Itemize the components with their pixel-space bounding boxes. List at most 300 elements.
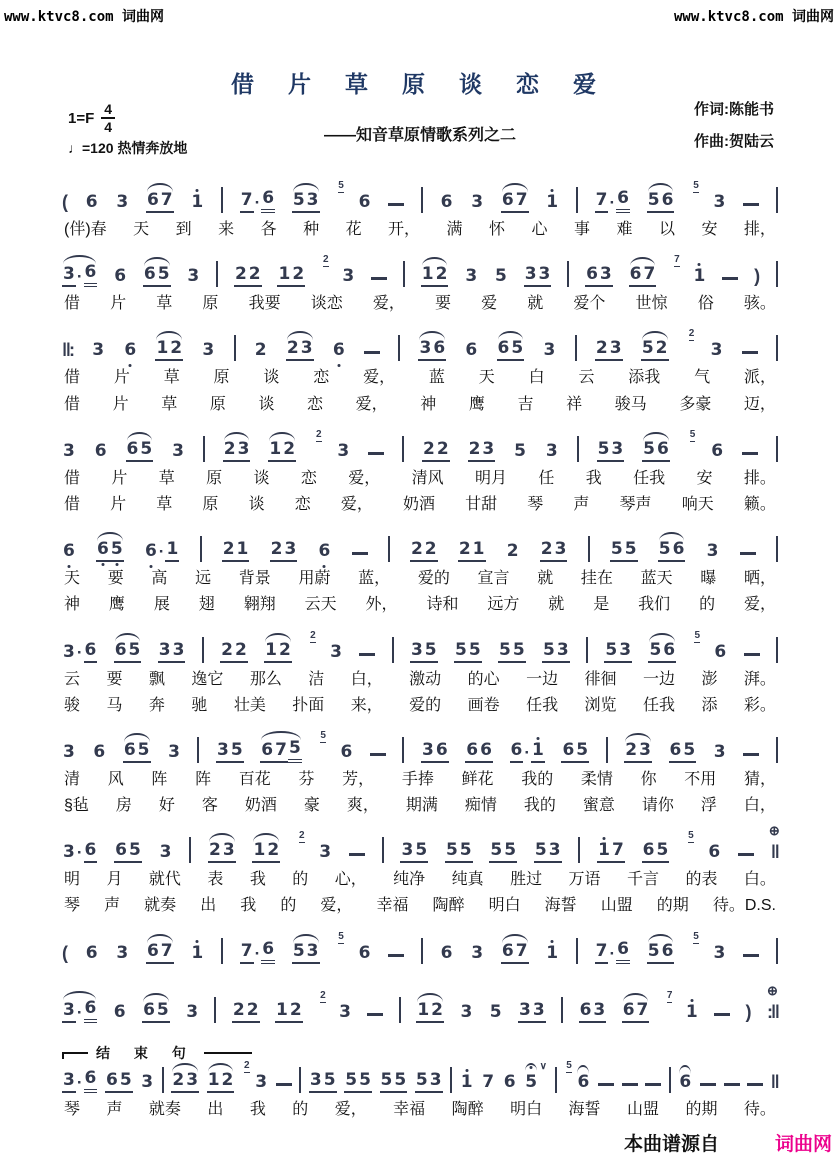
- expression-text: 热情奔放地: [117, 140, 188, 156]
- lyric-syllable: 我: [240, 897, 257, 915]
- note: 2: [430, 1002, 444, 1023]
- lyric-syllable: 就代: [148, 871, 181, 889]
- note: 5: [648, 642, 662, 663]
- lyric-syllable: 的期: [685, 1100, 718, 1118]
- note-group: [96, 541, 124, 562]
- note: 3: [172, 642, 186, 663]
- note: 5: [344, 1072, 358, 1093]
- note: 3: [400, 842, 414, 863]
- note: 6: [318, 541, 331, 562]
- note-group: [275, 999, 303, 1023]
- note-group: [445, 842, 473, 863]
- lyric-syllable: 任我: [633, 469, 666, 487]
- note-group: [234, 266, 262, 287]
- barline: [221, 938, 223, 964]
- note-group: [94, 440, 108, 462]
- note: 2: [410, 541, 424, 562]
- note-group: [223, 438, 251, 462]
- note: 6: [679, 1071, 692, 1092]
- note-group: [332, 342, 346, 361]
- note: 5: [292, 192, 306, 213]
- note: 6: [661, 943, 675, 964]
- lyric-syllable: 声: [104, 897, 121, 915]
- lyric-syllable: 派，: [743, 369, 776, 387]
- grace-note: 2: [688, 328, 695, 340]
- lyric-syllable: 任我: [526, 696, 559, 714]
- lyric-row: [62, 796, 778, 815]
- note: 3: [330, 641, 342, 662]
- note: 5: [415, 1072, 429, 1093]
- lyric-syllable: 待。: [743, 1100, 776, 1118]
- dot-note: ·: [524, 742, 531, 762]
- note: 3: [532, 1002, 546, 1023]
- lyric-syllable: 草: [156, 295, 173, 313]
- barline: [402, 436, 404, 462]
- score-system: [62, 724, 778, 815]
- note: 5: [380, 1072, 394, 1093]
- note-group: [604, 639, 632, 663]
- score-system: [62, 925, 778, 964]
- note: 1: [460, 1071, 473, 1092]
- lyric-syllable: 任: [538, 469, 555, 487]
- barline: [202, 637, 204, 663]
- note-group: [338, 1001, 352, 1023]
- note-group: [579, 999, 607, 1023]
- note-group: [113, 1001, 127, 1023]
- note: 6: [358, 192, 371, 212]
- lyric-syllable: 我: [249, 1100, 266, 1118]
- lyric-syllable: 白: [528, 369, 545, 387]
- note: 2: [232, 1002, 246, 1023]
- lyric-syllable: 曝: [700, 570, 717, 588]
- note: 5: [495, 266, 507, 287]
- note-group: [595, 340, 623, 361]
- lyric-syllable: 的心: [467, 670, 500, 688]
- lyric-syllable: 来，: [350, 696, 383, 714]
- lyric-syllable: 爱的: [409, 696, 442, 714]
- dash-note: [747, 1083, 763, 1086]
- lyric-syllable: 明白: [488, 897, 521, 915]
- lyric-syllable: 种: [303, 221, 320, 238]
- score-system: [62, 322, 778, 413]
- note-group: [232, 999, 260, 1023]
- footer: [624, 1129, 832, 1156]
- note: 5: [139, 441, 153, 462]
- note: 6: [711, 440, 724, 461]
- note: 6: [561, 742, 575, 763]
- note-group: [629, 266, 657, 287]
- notation-row: [62, 824, 778, 863]
- dash-note: [352, 552, 368, 555]
- note-group: [329, 641, 343, 663]
- note-group: [317, 543, 331, 562]
- lyric-syllable: 原: [202, 495, 219, 513]
- score-system: [62, 984, 778, 1023]
- note: 2: [424, 541, 438, 562]
- note: 5: [323, 1072, 337, 1093]
- coda-icon: ⊕: [768, 823, 780, 839]
- dash-note: [370, 753, 386, 756]
- note-group: [421, 266, 449, 287]
- lyric-syllable: 蜜意: [582, 797, 615, 815]
- barline: [776, 637, 778, 663]
- note-group: [610, 541, 638, 562]
- note-group: [123, 342, 137, 361]
- notation-row: [62, 248, 778, 287]
- note-group: [144, 541, 179, 562]
- barline: [214, 997, 216, 1023]
- lyric-syllable: 以: [658, 221, 675, 238]
- note: 3: [62, 1002, 76, 1023]
- note-group: [642, 842, 670, 863]
- note: 7: [240, 192, 254, 213]
- note: 6: [96, 541, 110, 562]
- close-paren: ): [745, 1001, 752, 1022]
- lyric-syllable: 逸它: [191, 670, 224, 688]
- grace-note: 7: [674, 254, 680, 266]
- note-group: [524, 1071, 538, 1093]
- note-group: [201, 342, 215, 361]
- dot-note: ·: [76, 1002, 83, 1022]
- lyric-row: [62, 220, 778, 239]
- note-group: [501, 940, 529, 964]
- grace-note: 5: [338, 930, 344, 942]
- lyric-syllable: 远方: [487, 596, 520, 614]
- note-group: [585, 266, 613, 287]
- note-group: [167, 741, 181, 763]
- note: 6: [585, 266, 599, 287]
- note-group: [669, 739, 697, 763]
- lyric-syllable: 一边: [642, 670, 675, 688]
- note: 6: [642, 842, 656, 863]
- barline: [776, 536, 778, 562]
- note-group: [143, 266, 171, 287]
- note: 3: [342, 266, 355, 287]
- note: 5: [454, 642, 468, 663]
- note: 3: [63, 641, 75, 662]
- note: 5: [137, 742, 151, 763]
- bar-glyph: ‖: [770, 1071, 778, 1092]
- barline: [776, 335, 778, 361]
- note: 1: [191, 942, 204, 963]
- note: 2: [282, 441, 296, 462]
- note-group: [62, 639, 97, 663]
- lyric-syllable: 我的: [523, 797, 556, 815]
- lyric-syllable: 谈: [248, 495, 265, 513]
- note-group: [292, 940, 320, 964]
- lyric-syllable: 那么: [249, 670, 282, 688]
- lyric-syllable: 俗: [697, 295, 714, 313]
- end-repeat: [766, 982, 778, 1023]
- note: 5: [647, 943, 661, 964]
- lyric-syllable: 世惊: [635, 295, 668, 313]
- note: 2: [234, 642, 248, 663]
- note: 7: [636, 1002, 650, 1023]
- lyric-syllable: 借: [64, 469, 81, 487]
- lyric-syllable: 马: [106, 696, 123, 714]
- lyric-syllable: 幸福: [393, 1100, 426, 1118]
- note-group: [510, 739, 545, 763]
- notation-row: [62, 925, 778, 964]
- lyric-syllable: 开，: [388, 221, 421, 238]
- lyric-syllable: 祥: [566, 395, 583, 413]
- note: 3: [713, 942, 726, 963]
- note: 5: [489, 842, 503, 863]
- dash-note: [645, 1083, 661, 1086]
- lyric-syllable: 明白: [510, 1100, 543, 1118]
- note: 2: [234, 266, 248, 287]
- note-group: [416, 999, 444, 1023]
- lyric-syllable: 恋: [307, 395, 324, 413]
- note: 3: [141, 1071, 154, 1092]
- lyric-syllable: 的: [292, 1100, 309, 1118]
- note: 5: [610, 541, 624, 562]
- note-group: [380, 1069, 408, 1093]
- lyric-syllable: 就: [527, 295, 544, 313]
- barline: [421, 187, 423, 213]
- lyric-syllable: 清风: [411, 469, 444, 487]
- note: 3: [186, 1001, 199, 1022]
- lyric-syllable: 草: [156, 495, 173, 513]
- note: 6: [501, 943, 515, 964]
- lyric-syllable: 声: [573, 495, 590, 513]
- lyric-syllable: 蓝，: [358, 570, 391, 588]
- note: 6: [714, 641, 727, 662]
- fermata-icon: [525, 1063, 537, 1071]
- dash-note: [700, 1083, 716, 1086]
- notation-row: [62, 322, 778, 361]
- lyric-syllable: 云: [64, 670, 81, 688]
- note-group: [540, 541, 568, 562]
- lyric-syllable: 彩。: [743, 696, 776, 714]
- lyric-syllable: 要: [107, 570, 124, 588]
- note-group: [622, 999, 650, 1023]
- note-group: [158, 639, 186, 663]
- note: 3: [465, 266, 478, 287]
- barline: [197, 737, 199, 763]
- lyric-syllable: 明月: [475, 469, 508, 487]
- note: 5: [655, 842, 669, 863]
- note-group: [140, 1071, 154, 1093]
- note: 2: [468, 441, 482, 462]
- tempo-value: ♩=120: [68, 140, 114, 156]
- note-group: [501, 192, 529, 213]
- note: 2: [289, 1002, 303, 1023]
- note: 2: [506, 541, 519, 562]
- lyric-syllable: 来: [218, 221, 235, 238]
- score: [0, 170, 840, 1119]
- grace-note: 5: [320, 729, 326, 741]
- lyric-syllable: 山盟: [600, 897, 633, 915]
- note-group: [710, 342, 724, 361]
- note: 5: [575, 742, 589, 763]
- note: 5: [468, 642, 482, 663]
- note-group: [518, 999, 546, 1023]
- note: 2: [266, 842, 280, 863]
- note-group: [254, 1071, 268, 1093]
- note-group: [595, 938, 630, 964]
- note: 3: [237, 441, 251, 462]
- note: 6: [479, 742, 493, 763]
- note: 5: [445, 842, 459, 863]
- barline: [576, 938, 578, 964]
- note-group: [465, 739, 493, 763]
- lyric-syllable: §毡: [64, 797, 89, 815]
- lyric-syllable: 的表: [685, 871, 718, 889]
- note: 5: [624, 541, 638, 562]
- lyric-syllable: 奶酒: [244, 797, 277, 815]
- lyric-syllable: 山盟: [626, 1100, 659, 1118]
- lyric-syllable: 湃。: [743, 670, 776, 688]
- note: 6: [662, 642, 676, 663]
- note-group: [340, 741, 354, 763]
- dash-note: [744, 653, 760, 656]
- lyric-syllable: 爽，: [346, 797, 379, 815]
- note: 2: [291, 266, 305, 287]
- note: 3: [255, 1071, 268, 1092]
- note: 5: [128, 642, 142, 663]
- barline: [555, 1067, 557, 1093]
- barline: [402, 737, 404, 763]
- note-group: [240, 938, 275, 964]
- lyric-syllable: 心: [531, 221, 548, 238]
- lyric-syllable: 草: [158, 469, 175, 487]
- lyric-syllable: 幸福: [376, 897, 409, 915]
- note-group: [114, 639, 142, 663]
- note: 7: [595, 943, 609, 964]
- song-title: 借 片 草 原 谈 恋 爱: [230, 71, 610, 98]
- barline: [203, 436, 205, 462]
- note: 1: [546, 192, 559, 212]
- note: 5: [647, 192, 661, 213]
- lyric-row: [62, 896, 778, 915]
- note: 5: [119, 1072, 133, 1093]
- dot-note: ·: [609, 943, 616, 963]
- lyric-syllable: 鹰: [108, 596, 125, 614]
- note: 5: [514, 440, 526, 461]
- note-group: [647, 940, 675, 964]
- note-group: [494, 268, 508, 287]
- note-group: [460, 1071, 474, 1093]
- note: 2: [286, 340, 300, 361]
- lyric-syllable: 徘徊: [584, 670, 617, 688]
- lyric-syllable: 纯真: [451, 871, 484, 889]
- barline: [776, 737, 778, 763]
- barline: [561, 997, 563, 1023]
- note-group: [710, 440, 724, 462]
- lyric-syllable: 片: [112, 395, 129, 413]
- note-group: [358, 194, 372, 213]
- lyric-syllable: 外，: [365, 596, 398, 614]
- lyric-syllable: 琴声: [619, 495, 652, 513]
- lyric-syllable: 澎: [701, 670, 718, 688]
- lyric-syllable: 猜，: [743, 770, 776, 788]
- note: 3: [300, 340, 314, 361]
- note-group: [678, 1071, 692, 1093]
- note: 1: [191, 192, 204, 212]
- note: 6: [84, 842, 98, 863]
- grace-note: 2: [310, 629, 316, 641]
- note: 6: [94, 440, 107, 461]
- lyric-syllable: 谈: [263, 369, 280, 387]
- note: 3: [168, 741, 180, 762]
- note: 3: [222, 842, 236, 863]
- note: 6: [63, 541, 75, 562]
- note: 6: [465, 742, 479, 763]
- note: 6: [123, 742, 137, 763]
- note: 3: [638, 742, 652, 763]
- note: 6: [260, 742, 274, 763]
- note: 2: [223, 441, 237, 462]
- note: 3: [548, 842, 562, 863]
- note: 6: [656, 441, 670, 462]
- lyric-syllable: 白。: [743, 871, 776, 889]
- dash-note: [598, 1083, 614, 1086]
- note-group: [146, 940, 174, 964]
- grace-note: 2: [298, 830, 305, 842]
- note: 1: [693, 266, 706, 287]
- lyric-syllable: 百花: [238, 770, 271, 788]
- dash-note: [743, 203, 759, 206]
- note-group: [126, 438, 154, 462]
- note: 6: [708, 842, 721, 863]
- lyric-row: [62, 294, 778, 313]
- note: 3: [599, 266, 613, 287]
- barline: [606, 737, 608, 763]
- note: 2: [458, 541, 472, 562]
- note-group: [693, 268, 707, 287]
- note: 5: [459, 842, 473, 863]
- notation-row: [62, 984, 778, 1023]
- note-group: [597, 438, 625, 462]
- lyric-syllable: 的: [699, 596, 716, 614]
- barline: [398, 335, 400, 361]
- lyric-syllable: 要: [434, 295, 451, 313]
- dash-note: [742, 452, 758, 455]
- note-group: [713, 641, 727, 663]
- note: 3: [471, 192, 484, 212]
- note-group: [207, 1069, 235, 1093]
- note: 5: [512, 642, 526, 663]
- barline: [577, 436, 579, 462]
- note: 2: [655, 340, 669, 361]
- note: 5: [414, 842, 428, 863]
- note-group: [114, 842, 142, 863]
- lyric-syllable: 要: [106, 670, 123, 688]
- lyric-syllable: 我: [585, 469, 602, 487]
- note: 3: [172, 440, 184, 461]
- note: 6: [261, 190, 275, 213]
- note-group: [62, 543, 76, 562]
- note-group: [464, 268, 478, 287]
- meter-numerator: 4: [101, 102, 115, 119]
- note: 5: [489, 1001, 502, 1022]
- lyric-syllable: 安: [701, 221, 718, 238]
- lyric-syllable: 你: [640, 770, 657, 788]
- note-group: [85, 942, 99, 964]
- lyric-syllable: 阵: [195, 770, 212, 788]
- note-group: [171, 440, 185, 462]
- barline: [221, 187, 223, 213]
- note-group: [318, 844, 332, 863]
- note: 1: [472, 541, 486, 562]
- watermark-row: [0, 0, 840, 26]
- lyric-syllable: 借: [64, 395, 81, 413]
- note-group: [62, 1067, 97, 1093]
- note-group: [62, 440, 76, 462]
- note-group: [545, 440, 559, 462]
- lyric-syllable: 草: [161, 395, 178, 413]
